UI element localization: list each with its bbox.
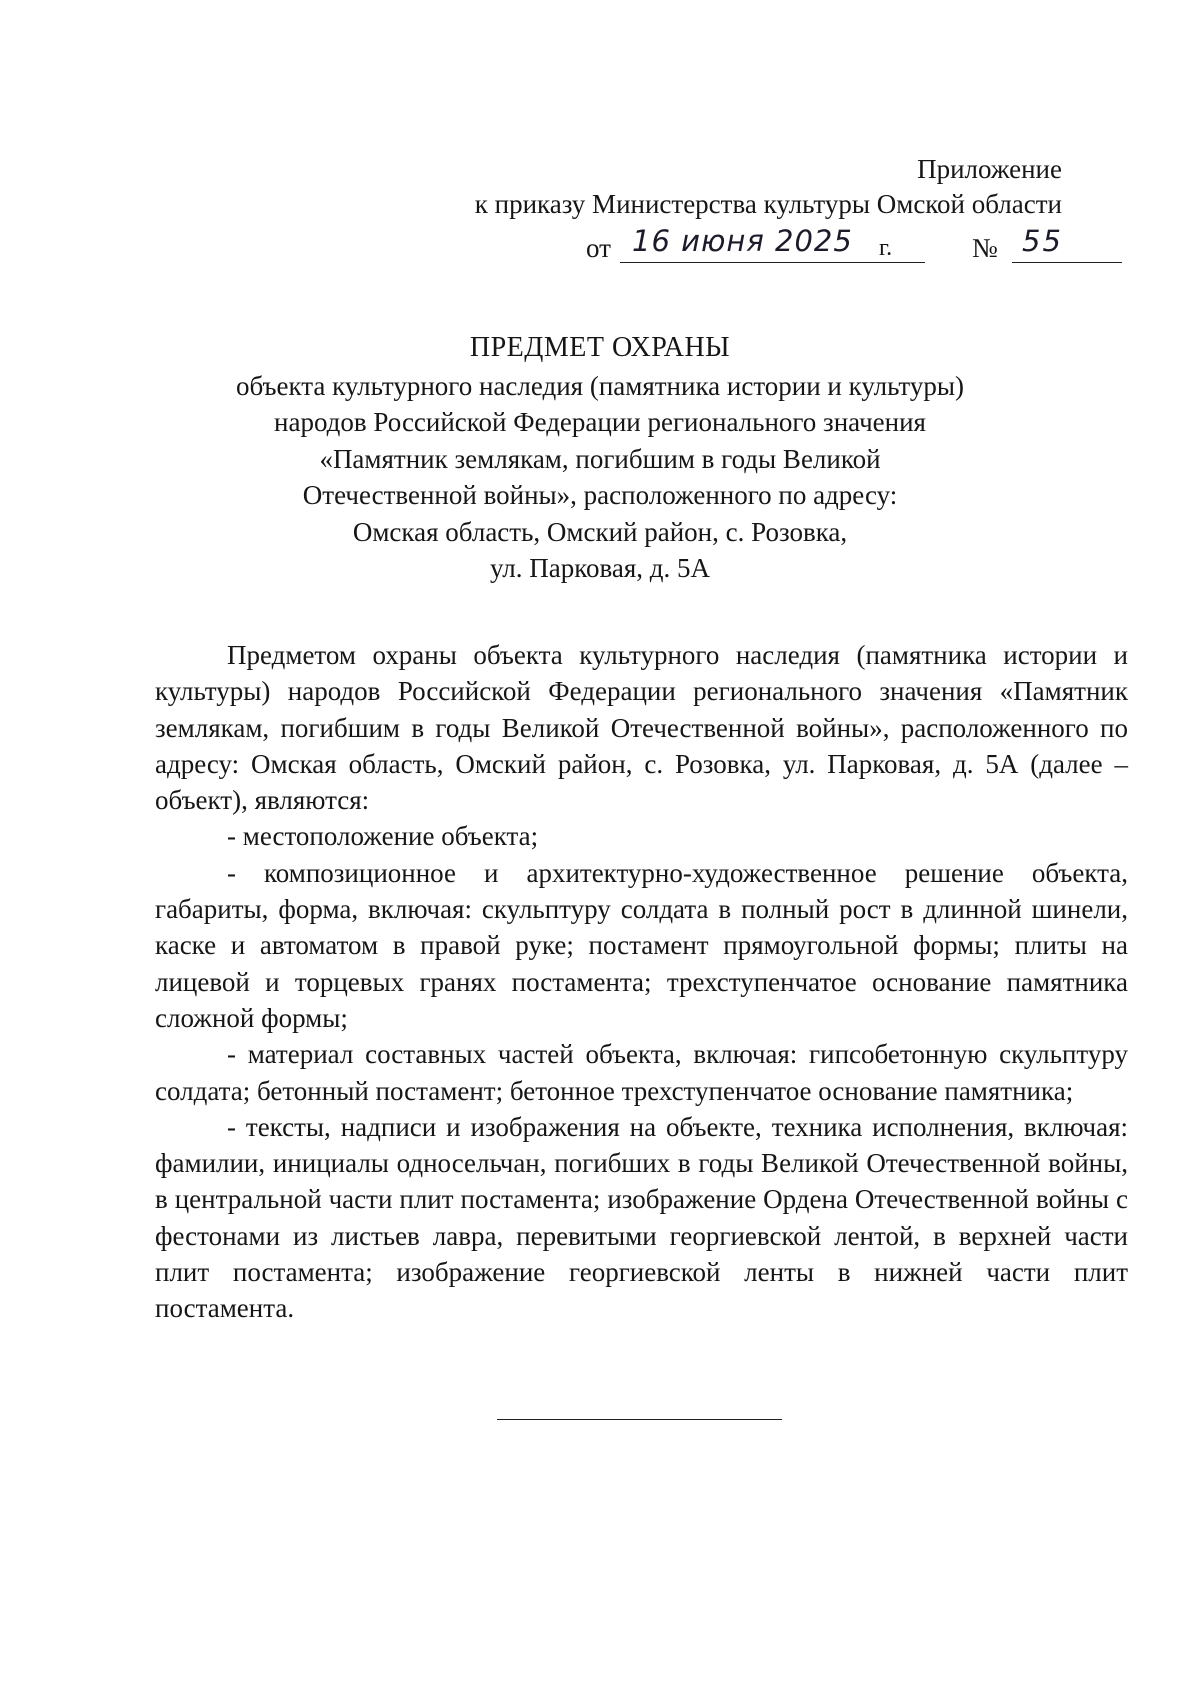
order-reference: к приказу Министерства культуры Омской области bbox=[474, 189, 1062, 219]
list-item: - тексты, надписи и изображения на объекте, техника исполнения, включая: фамилии, инициалы односельчан, погибших в годы Великой Отечественной войны, в центральной части плит постамента; изображение Ордена Отечественной войны с фестонами из листьев лавра, перевитыми георгиевской лентой, в верхней части плит постамента; изображение георгиевской ленты в нижней части плит постамента. bbox=[155, 1111, 1128, 1324]
document-body bbox=[155, 637, 1128, 1327]
title-line: ул. Парковая, д. 5А bbox=[489, 553, 711, 583]
list-item: - композиционное и архитектурно-художественное решение объекта, габариты, форма, включая: скульптуру солдата в полный рост в длинной шинели, каске и автоматом в правой руке; постамент прямоугольной формы; плиты на лицевой и торцевых гранях постамента; трехступенчатое основание памятника сложной формы; bbox=[155, 857, 1128, 1033]
title-line: «Памятник землякам, погибшим в годы Великой bbox=[319, 443, 881, 474]
date-prefix: от bbox=[586, 233, 611, 263]
title-heading: ПРЕДМЕТ ОХРАНЫ bbox=[469, 332, 731, 363]
title-line: народов Российской Федерации регионального значения bbox=[274, 407, 926, 437]
end-divider bbox=[497, 1419, 782, 1420]
title-line: Отечественной войны», расположенного по адресу: bbox=[302, 480, 898, 510]
intro-paragraph: Предметом охраны объекта культурного наследия (памятника истории и культуры) народов Российской Федерации регионального значения «Памятник землякам, погибшим в годы Великой Отечественной войны», расположенного по адресу: Омская область, Омский район, с. Розовка, ул. Парковая, д. 5А (далее – объект), являются: bbox=[155, 640, 1128, 816]
number-underline bbox=[1012, 262, 1122, 263]
title-line: Омская область, Омский район, с. Розовка, bbox=[352, 516, 848, 547]
handwritten-number: 55 bbox=[1022, 224, 1063, 258]
handwritten-date: 16 июня 2025 bbox=[632, 224, 853, 258]
appendix-label: Приложение bbox=[917, 154, 1062, 184]
list-item: - материал составных частей объекта, включая: гипсобетонную скульптуру солдата; бетонный постамент; бетонное трехступенчатое основание памятника; bbox=[155, 1039, 1128, 1106]
date-underline bbox=[620, 262, 925, 263]
order-date-number-line bbox=[586, 224, 1126, 264]
list-item: - местоположение объекта; bbox=[227, 821, 539, 852]
number-sign: № bbox=[972, 233, 998, 263]
year-suffix: г. bbox=[879, 235, 893, 261]
title-line: объекта культурного наследия (памятника истории и культуры) bbox=[235, 370, 965, 401]
document-title bbox=[150, 330, 1050, 587]
attachment-header bbox=[422, 152, 1062, 222]
